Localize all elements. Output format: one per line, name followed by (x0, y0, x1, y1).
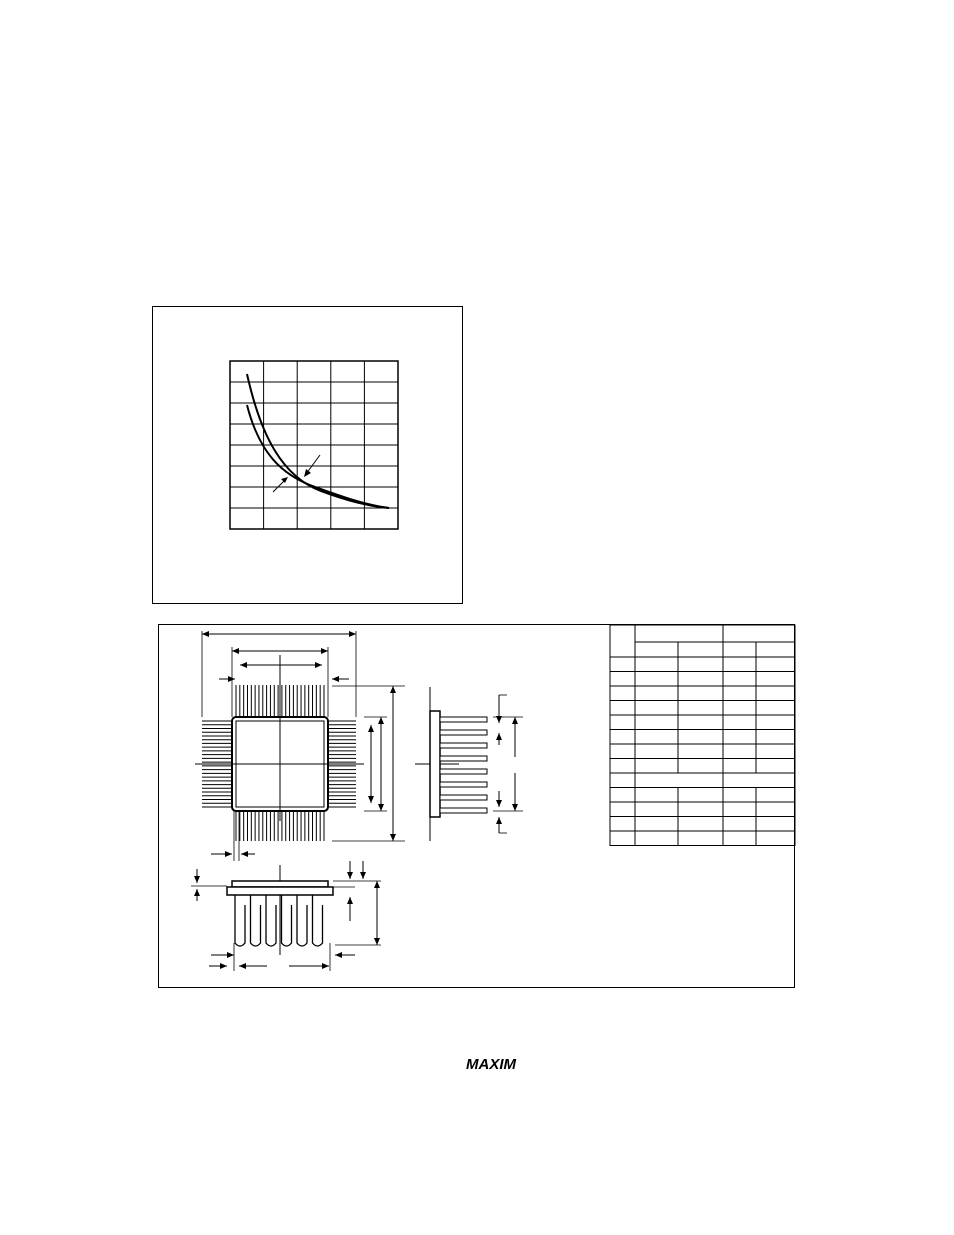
arrowhead (239, 963, 246, 969)
arrowhead (374, 881, 380, 888)
logo-text: MAXIM (466, 1056, 516, 1073)
arrowhead (360, 872, 366, 879)
arrowhead (202, 631, 209, 637)
arrowhead (194, 876, 200, 883)
side-lead (440, 769, 487, 774)
arrowhead (220, 963, 227, 969)
front-lead (282, 895, 292, 946)
arrowhead (228, 676, 235, 682)
side-lead (440, 782, 487, 787)
annotation-arrow-b (273, 480, 285, 492)
arrowhead (496, 817, 502, 824)
arrowhead (227, 952, 234, 958)
front-leads (235, 895, 323, 946)
front-body-top (232, 881, 328, 887)
arrowhead (232, 648, 239, 654)
side-lead (440, 808, 487, 813)
package-outline-panel (158, 624, 795, 988)
side-lead (440, 730, 487, 735)
side-lead (440, 795, 487, 800)
arrowhead (374, 938, 380, 945)
arrowhead (496, 733, 502, 740)
arrowhead (240, 662, 247, 668)
arrowhead (194, 889, 200, 896)
arrowhead (321, 648, 328, 654)
graph-panel (152, 306, 463, 604)
arrowhead (347, 897, 353, 904)
package-side-view (415, 687, 523, 841)
arrowhead (368, 796, 374, 803)
front-lead (235, 895, 245, 946)
arrowhead (496, 800, 502, 807)
front-lead (297, 895, 307, 946)
arrowhead (390, 686, 396, 693)
package-outline-drawing (159, 625, 796, 989)
side-lead (440, 743, 487, 748)
arrowhead (335, 952, 342, 958)
arrowhead (322, 963, 329, 969)
arrowhead (332, 676, 339, 682)
annotation-arrowhead-a (304, 469, 311, 477)
maxim-logo (466, 1058, 524, 1074)
arrowhead (349, 631, 356, 637)
front-body (227, 887, 333, 895)
side-lead (440, 717, 487, 722)
arrowhead (315, 662, 322, 668)
side-body (430, 711, 440, 817)
arrowhead (390, 834, 396, 841)
front-lead (313, 895, 323, 946)
arrowhead (512, 804, 518, 811)
front-lead (251, 895, 261, 946)
grid-lines (230, 361, 398, 529)
table-frame (610, 625, 795, 846)
front-lead (266, 895, 276, 946)
side-leads (440, 717, 487, 813)
arrowhead (368, 725, 374, 732)
arrowhead (347, 872, 353, 879)
curve-graph (153, 307, 464, 605)
dimension-table (610, 625, 795, 846)
annotation-arrowhead-b (281, 477, 288, 483)
package-top-view (195, 631, 405, 861)
arrowhead (225, 851, 232, 857)
side-lead (440, 756, 487, 761)
arrowhead (512, 717, 518, 724)
package-front-view (191, 861, 381, 971)
arrowhead (378, 804, 384, 811)
arrowhead (378, 717, 384, 724)
curve-lower (247, 405, 389, 508)
arrowhead (241, 851, 248, 857)
